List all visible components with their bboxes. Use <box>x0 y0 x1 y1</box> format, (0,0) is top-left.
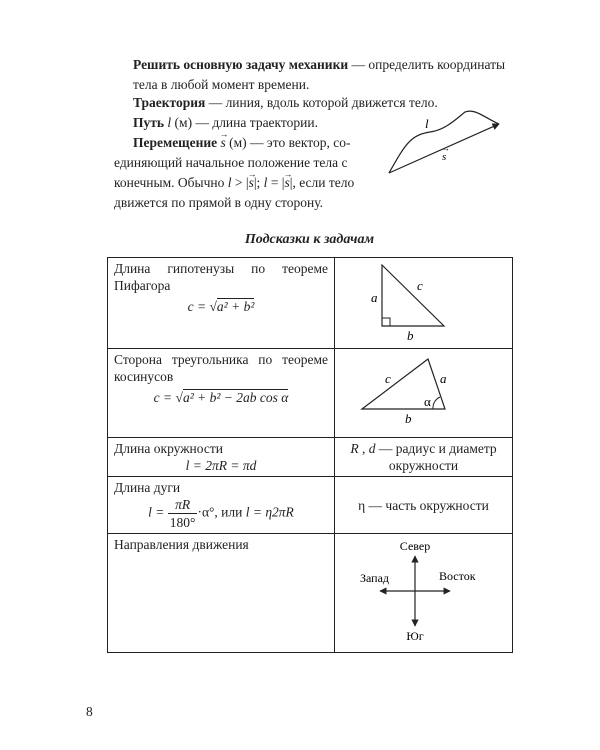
ineq-l: l <box>227 175 232 190</box>
row1-formula: c = √a² + b² <box>187 299 255 314</box>
row5-right <box>335 534 513 653</box>
eq-end: |, если тело <box>289 175 355 190</box>
trajectory-diagram <box>385 100 505 180</box>
row2-left <box>108 349 335 438</box>
row1-text: Длина гипотенузы по теореме Пифагора <box>114 261 328 293</box>
intro-task <box>133 55 513 95</box>
tri2-a: a <box>440 371 447 386</box>
row4-text: Длина дуги <box>114 480 181 495</box>
displacement-line1-rest: (м) — это вектор, со- <box>225 135 351 150</box>
eq-l: l <box>263 175 268 190</box>
row2-right <box>335 349 513 438</box>
row5-text: Направления движения <box>114 537 249 552</box>
trajectory-rest: — линия, вдоль которой движется тело. <box>205 95 438 110</box>
displacement-symbol: → s <box>221 135 226 150</box>
tri2-c: c <box>385 371 391 386</box>
ineq-s: → s <box>249 175 254 190</box>
path-term: Путь <box>133 115 165 130</box>
row2-formula: c = √a² + b² − 2ab cos α <box>153 390 289 405</box>
ineq-sign: > | <box>231 175 249 190</box>
tri1-b: b <box>407 328 414 343</box>
tri2-alpha: α <box>424 394 431 409</box>
oblique-triangle-diagram <box>335 349 511 433</box>
task-term: Решить основную задачу механики <box>133 57 349 72</box>
table-row <box>108 534 513 653</box>
label-s: s <box>442 151 447 163</box>
label-south: Юг <box>406 629 424 643</box>
eq-sign: = | <box>267 175 285 190</box>
row3-text: Длина окружности <box>114 441 223 456</box>
table-row <box>108 349 513 438</box>
tri1-c: c <box>417 278 423 293</box>
label-s-arrow: → <box>442 144 450 153</box>
row4-left <box>108 477 335 534</box>
row4-right: η — часть окружности <box>335 477 513 534</box>
label-west: Запад <box>360 571 390 585</box>
row3-left <box>108 438 335 477</box>
row1-left <box>108 258 335 349</box>
intro-path <box>133 113 393 133</box>
line3-start: конечным. Обычно <box>114 175 228 190</box>
trajectory-curve <box>389 111 499 173</box>
table-row <box>108 438 513 477</box>
tri2-b: b <box>405 411 412 426</box>
eq-s: → s <box>285 175 290 190</box>
path-unit: (м) — длина траектории. <box>171 115 318 130</box>
compass-diagram <box>335 534 511 648</box>
tri1-a: a <box>371 290 378 305</box>
label-l: l <box>425 116 429 131</box>
hints-title: Подсказки к задачам <box>244 232 375 247</box>
intro-displacement-2: единяющий начальное положение тела с <box>114 155 348 170</box>
hints-table <box>107 257 513 653</box>
page-number: 8 <box>86 704 93 719</box>
trajectory-term: Траектория <box>133 95 206 110</box>
ineq-mid: |; <box>253 175 264 190</box>
right-triangle-diagram <box>335 258 511 344</box>
intro-displacement-3 <box>114 173 384 193</box>
row2-text: Сторона треугольника по теореме косинусов <box>114 352 328 384</box>
row3-formula: l = 2πR = πd <box>185 458 257 473</box>
task-rest: — определить координаты тела в любой момент времени. <box>133 57 506 92</box>
row5-left <box>108 534 335 653</box>
row3-right: R , d — радиус и диаметр окружности <box>335 438 513 477</box>
path-symbol: l <box>167 115 172 130</box>
row4-formula: l = $\frac{\pi R}{180^\circ}$ ·α°, или l = η2πR <box>148 497 294 530</box>
displacement-term: Перемещение <box>133 135 218 150</box>
intro-displacement-4: движется по прямой в одну сторону. <box>114 195 323 210</box>
row1-right <box>335 258 513 349</box>
label-east: Восток <box>439 569 476 583</box>
table-row <box>108 477 513 534</box>
table-row <box>108 258 513 349</box>
intro-displacement-1 <box>133 133 393 153</box>
label-north: Север <box>399 539 431 553</box>
